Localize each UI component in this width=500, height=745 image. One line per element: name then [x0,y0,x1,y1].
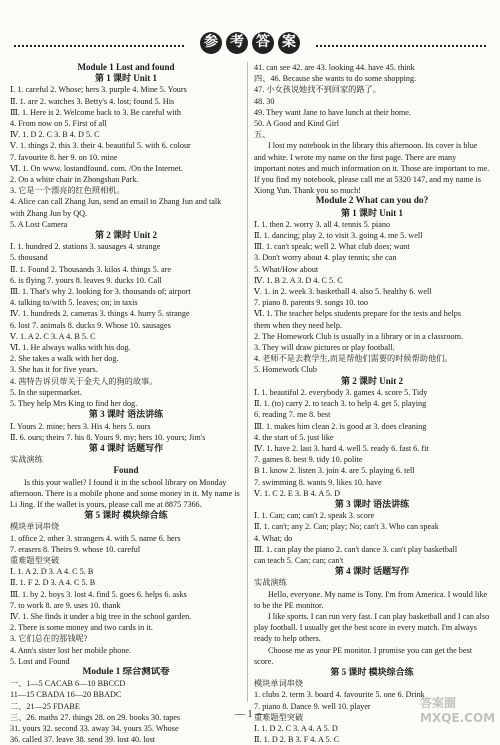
answer-line: Ⅴ. 1. C 2. E 3. B 4. A 5. D [254,488,340,498]
answer-paragraph: I like sports. I can run very fast. I can play basketball and I can also play football. I usually get the best score in every match. I'm always ready to help others. [254,611,490,644]
answer-line: Ⅲ. 1. That's why 2. looking for 3. thousands of; airport [10,287,191,297]
answer-line: 3. 它们总在的那钱呢? [10,634,88,644]
header-dotted-rule-left [14,45,184,47]
answer-line: 6. is flying 7. yours 8. leaves 9. ducks 10. Call [10,275,162,285]
title-char: 案 [278,32,300,54]
answer-line: Ⅳ. 1. B 2. A 3. D 4. C 5. C [254,275,343,285]
answer-line: 一、1—5 CACAB 6—10 BBCCD [10,679,126,689]
header-dotted-rule-right [316,45,486,47]
answer-line: 49. They want Jane to have lunch at their home. [254,107,411,117]
answer-line: Ⅰ. 1. careful 2. Whose; hers 3. purple 4. Mine 5. Yours [10,85,187,95]
answer-line: 3. Don't worry about 4. play tennis; she can [254,253,397,263]
section-heading: 第 5 课时 模块综合练 [330,666,414,677]
answer-paragraph: Choose me as your PE monitor. I promise you can get the best score. [254,645,472,666]
answer-line: can teach 5. Can; can; can't [254,555,344,565]
answer-line: Ⅱ. 6. ours; theirs 7. his 8. Yours 9. my; hers 10. yours; Jim's [10,432,206,442]
answer-line: 2. The Homework Club is usually in a library or in a classroom. [254,331,464,341]
answer-line: Ⅲ. 1. by 2. boys 3. lost 4. find 5. goes 6. helps 6. asks [10,589,187,599]
answer-line: Ⅳ. 1. D 2. C 3. B 4. D 5. C [10,130,100,140]
section-heading: 第 1 课时 Unit 1 [94,73,157,84]
answer-line: 7. piano 8. Dance 9. well 10. player [254,701,371,711]
answer-line: Ⅱ. 1. are 2. watches 3. Betty's 4. lost; found 5. His [10,96,175,106]
answer-line: 5. Lost and Found [10,656,70,666]
answer-line: Ⅰ. 1. beautiful 2. everybody 3. games 4. score 5. Tidy [254,387,428,397]
answer-line: 4. the start of 5. just like [254,432,334,442]
answer-line: 7. favourite 8. her 9. on 10. mine [10,152,118,162]
answer-line: Ⅴ. 1. A 2. C 3. A 4. B 5. C [10,331,96,341]
answer-line: 二、21—25 FDABE [10,701,80,711]
answer-line: Ⅲ. 1. makes him clean 2. is good at 3. does cleaning [254,421,427,431]
answer-line: 5. thousand [10,253,48,263]
answer-line: 1. office 2. other 3. strangers 4. with 5. name 6. hers [10,533,181,543]
answer-line: 7. swimming 8. wants 9. likes 10. have [254,477,382,487]
answer-line: 4. talking to/with 5. leaves; on; in taxis [10,298,138,308]
answer-line: Ⅲ. 1. Here is 2. Welcome back to 3. Be careful with [10,107,182,117]
watermark-logo: 答案圈 MXQE.COM [420,696,496,725]
answer-paragraph: Hello, everyone. My name is Tony. I'm from America. I would like to be the PE monitor. [254,589,488,610]
answer-line: 四、46. Because she wants to do some shopping. [254,74,417,84]
answer-line: Ⅳ. 1. hundreds 2. cameras 3. things 4. hurry 5. strange [10,309,190,319]
left-column [10,62,242,745]
answer-line: 4. What; do [254,533,293,543]
answer-line: 5. Homework Club [254,365,317,375]
answer-line: 5. They help Mrs King to find her dog. [10,399,138,409]
answer-line: 3. She has it for five years. [10,365,98,375]
answer-line: 实战演练 [10,455,43,465]
section-heading: Module 1 Lost and found [77,62,175,72]
answer-line: 实战演练 [254,578,287,588]
answer-line: with Zhang Jun by QQ. [10,208,88,218]
column-divider [247,62,248,702]
answer-line: 7. piano 8. parents 9. songs 10. too [254,298,368,308]
answer-line: 6. lost 7. animals 8. ducks 9. Whose 10. sausages [10,320,171,330]
answer-line: them when they need help. [254,320,342,330]
title-char: 考 [226,32,248,54]
answer-line: Ⅵ. 1. The teacher helps students prepare for the tests and helps [254,309,462,319]
answer-line: Ⅰ. Yours 2. mine; hers 3. His 4. hers 5. ours [10,421,151,431]
answer-line: Ⅱ. 1. can't; any 2. Can; play; No; can't 3. Who can speak [254,522,439,532]
answer-line: 5. In the supermarket. [10,387,82,397]
answer-line: Ⅱ. 1. F 2. D 3. A 4. C 5. B [10,578,96,588]
answer-line: Ⅴ. 1. things 2. this 3. their 4. beautiful 5. with 6. colour [10,141,191,151]
answer-line: 4. From now on 5. First of all [10,119,107,129]
answer-line: Ⅱ. 1. Found 2. Thousands 3. kilos 4. things 5. are [10,264,171,274]
section-heading: 第 4 课时 话题写作 [334,566,410,577]
answer-line: 2. There is some money and two cards in it. [10,623,153,633]
answer-line: 五、 [254,130,271,140]
section-heading: 第 3 课时 语法讲练 [334,498,410,509]
answer-line: 48. 30 [254,96,275,106]
answer-line: Ⅳ. 1. She finds it under a big tree in the school garden. [10,611,192,621]
answer-line: 7. to work 8. are 9. uses 10. thank [10,600,121,610]
section-heading: 第 5 课时 模块综合练 [84,510,168,521]
answer-line: 47. 小女孩说她找不到回家的路了。 [254,85,381,95]
answer-line: 重难题型突破 [10,555,60,565]
answer-line: 41. can see 42. are 43. looking 44. have 45. think [254,63,415,72]
title-char: 答 [252,32,274,54]
section-heading: 第 3 课时 语法讲练 [88,409,164,420]
answer-line: 36. called 37. leave 38. send 39. lost 40. lost [10,735,156,745]
right-column [254,62,496,745]
answer-line: 31. yours 32. second 33. away 34. yours 35. Whose [10,723,179,733]
answer-line: 6. reading 7. me 8. best [254,410,331,420]
answer-line: 7. games 8. best 9. tidy 10. polite [254,455,363,465]
answer-line: 2. She takes a walk with her dog. [10,354,119,364]
answer-paragraph: I lost my notebook in the library this afternoon. Its cover is blue and white. I wrote my name on the first page. There are many important notes and much information on it. Those are important to me. If you find my notebook, please call me at 5320 147, and my name is Xiong Yun. Thank you so much! [254,141,490,196]
page-number: — 1 — [235,709,265,720]
answer-line: B 1. know 2. listen 3. join 4. are 5. playing 6. tell [254,466,415,476]
answer-line: 4. 老师不是去教学生,而是帮他们需要的时候帮助他们。 [254,354,453,364]
answer-line: 4. 茜特告诉贝蒂关于金夫人的狗的故事。 [10,376,158,386]
answer-line: Ⅰ. 1. D 2. C 3. A 4. A 5. D [254,723,338,733]
answer-line: Ⅵ. 1. On www. lostandfound. com. /On the Internet. [10,163,183,173]
answer-line: 4. Alice can call Zhang Jun, send an email to Zhang Jun and talk [10,197,222,207]
answer-line: 三、26. maths 27. things 28. on 29. books 30. tapes [10,712,181,722]
page-header [14,30,486,60]
section-heading: Found [113,465,139,476]
answer-line: Ⅰ. 1. hundred 2. stations 3. sausages 4. strange [10,242,161,252]
answer-paragraph: Is this your wallet? I found it in the school library on Monday afternoon. There is a mobile phone and some money in it. My name is Li Jing. If the wallet is yours, please call me at 8875 7366. [10,477,240,509]
answer-line: Ⅰ. 1. A 2. D 3. A 4. C 5. B [10,567,94,577]
answer-line: 50. A Good and Kind Girl [254,119,340,129]
answer-line: 重难题型突破 [254,712,304,722]
section-heading: 第 1 课时 Unit 1 [340,207,403,218]
answer-line: 模块单词串烧 [254,679,304,689]
answer-line: Ⅰ. 1. then 2. worry 3. all 4. tennis 5. piano [254,219,391,229]
title-char: 参 [200,32,222,54]
answer-line: 7. erasers 8. Theirs 9. whose 10. careful [10,544,141,554]
answer-line: 5. A Lost Camera [10,219,68,229]
answer-line: 2. On a white chair in Zhongshan Park. [10,175,139,185]
section-heading: Module 2 What can you do? [315,196,429,207]
section-heading: Module 1 综合测试卷 [82,666,170,677]
answer-line: Ⅰ. 1. Can; can; can't 2. speak 3. score [254,511,375,521]
answer-line: 3. They will draw pictures or play football. [254,343,395,353]
answer-line: Ⅳ. 1. have 2. last 3. hard 4. well 5. ready 6. fast 6. fit [254,443,429,453]
header-title [200,32,300,54]
answer-line: 模块单词串烧 [10,522,60,532]
section-heading: 第 4 课时 话题写作 [88,442,164,453]
answer-line: 4. Ann's sister lost her mobile phone. [10,645,132,655]
answer-line: 5. What/How about [254,264,319,274]
answer-line: Ⅱ. 1. (to) carry 2. to teach 3. to help 4. get 5. playing [254,399,427,409]
answer-line: 3. 它是一个漂亮的红色照相机。 [10,186,125,196]
answer-line: Ⅵ. 1. He always walks with his dog. [10,343,131,353]
answer-line: Ⅱ. 1. dancing; play 2. to visit 3. going 4. me 5. well [254,231,423,241]
answer-line: Ⅴ. 1. in 2. week 3. basketball 4. also 5. healthy 6. well [254,287,432,297]
answer-line: Ⅱ. 1. D 2. B 3. F 4. A 5. C [254,735,340,745]
answer-line: Ⅲ. 1. can't speak; well 2. What club does; want [254,242,410,252]
section-heading: 第 2 课时 Unit 2 [94,230,157,241]
answer-line: Ⅲ. 1. can play the piano 2. can't dance 3. can't play basketball [254,544,458,554]
answer-line: 11—15 CBADA 16—20 BBADC [10,690,122,700]
section-heading: 第 2 课时 Unit 2 [340,375,403,386]
answer-line: 1. clubs 2. term 3. board 4. favourite 5. one 6. Drink [254,690,425,700]
